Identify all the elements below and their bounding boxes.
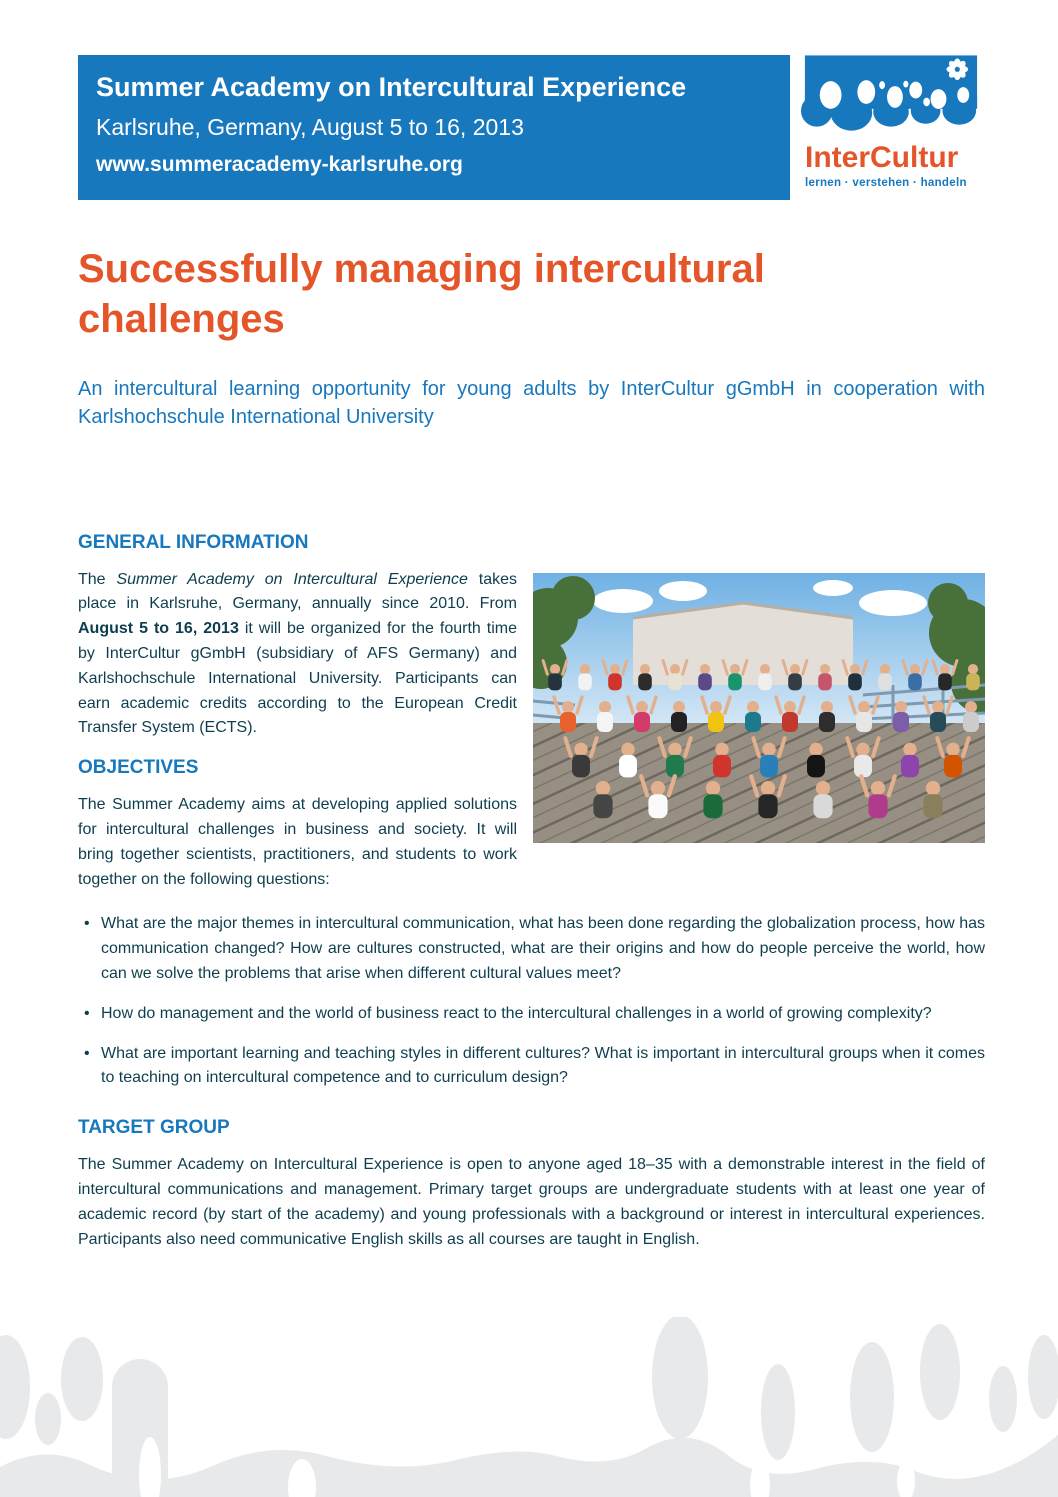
- objectives-intro-text: The Summer Academy aims at developing applied solutions for intercultural challenges in business and society. It will bring together scientists, practitioners, and students to work together on the following questions:: [78, 796, 517, 888]
- list-item: • How do management and the world of business react to the intercultural challenges in a world of growing complexity?: [78, 1002, 985, 1027]
- header-banner: [78, 55, 790, 200]
- objectives-list: [78, 912, 985, 1091]
- crowd-icon: [797, 55, 985, 137]
- list-item: • What are the major themes in intercultural communication, what has been done regarding the globalization process, how has communication changed? How are cultures constructed, what are their origins and how do people perceive the world, how can we solve the problems that arise when different cultural values meet?: [78, 912, 985, 986]
- logo-tagline: lernen · verstehen · handeln: [805, 177, 967, 189]
- target-group-text: The Summer Academy on Intercultural Experience is open to anyone aged 18–35 with a demonstrable interest in the field of intercultural communications and management. Primary target groups are undergraduate students with at least one year of academic record (by start of the academy) and young professionals with a background or interest in intercultural experiences. Participants also need communicative English skills as all courses are taught in English.: [78, 1156, 985, 1248]
- page-subtitle: An intercultural learning opportunity for young adults by InterCultur gGmbH in cooperation with Karlshochschule International University: [78, 377, 985, 429]
- group-photo: [533, 573, 985, 843]
- text-run-italic: Summer Academy on Intercultural Experience: [116, 570, 468, 588]
- text-run: it will be organized for the fourth time by InterCultur gGmbH (subsidiary of AFS Germany) and Karlshochschule International University. Participants can earn academic credits according to the European Credit Transfer System (ECTS).: [78, 620, 517, 737]
- header-website-link[interactable]: www.summeracademy-karlsruhe.org: [96, 153, 463, 176]
- general-information-section: [78, 568, 985, 893]
- page-title: Successfully managing intercultural challenges: [78, 247, 765, 342]
- list-item: • What are important learning and teaching styles in different cultures? What is important in intercultural groups when it comes to teaching on intercultural competence and to curriculum design?: [78, 1042, 985, 1092]
- header-location-date: Karlsruhe, Germany, August 5 to 16, 2013: [96, 114, 524, 140]
- intercultur-logo: [797, 55, 985, 189]
- text-run: The: [78, 570, 117, 588]
- header-title: Summer Academy on Intercultural Experience: [96, 72, 687, 102]
- footer-blob-decoration: [0, 1317, 1058, 1497]
- section-heading-general-information: GENERAL INFORMATION: [78, 531, 309, 553]
- text-run-bold: August 5 to 16, 2013: [78, 620, 239, 638]
- section-heading-target-group: TARGET GROUP: [78, 1117, 230, 1139]
- section-heading-objectives: OBJECTIVES: [78, 757, 199, 779]
- text-run: takes place in Karlsruhe, Germany, annually since 2010. From: [78, 570, 517, 613]
- header: [78, 55, 985, 200]
- knot-icon: [946, 58, 968, 80]
- logo-wordmark: InterCultur: [805, 141, 959, 174]
